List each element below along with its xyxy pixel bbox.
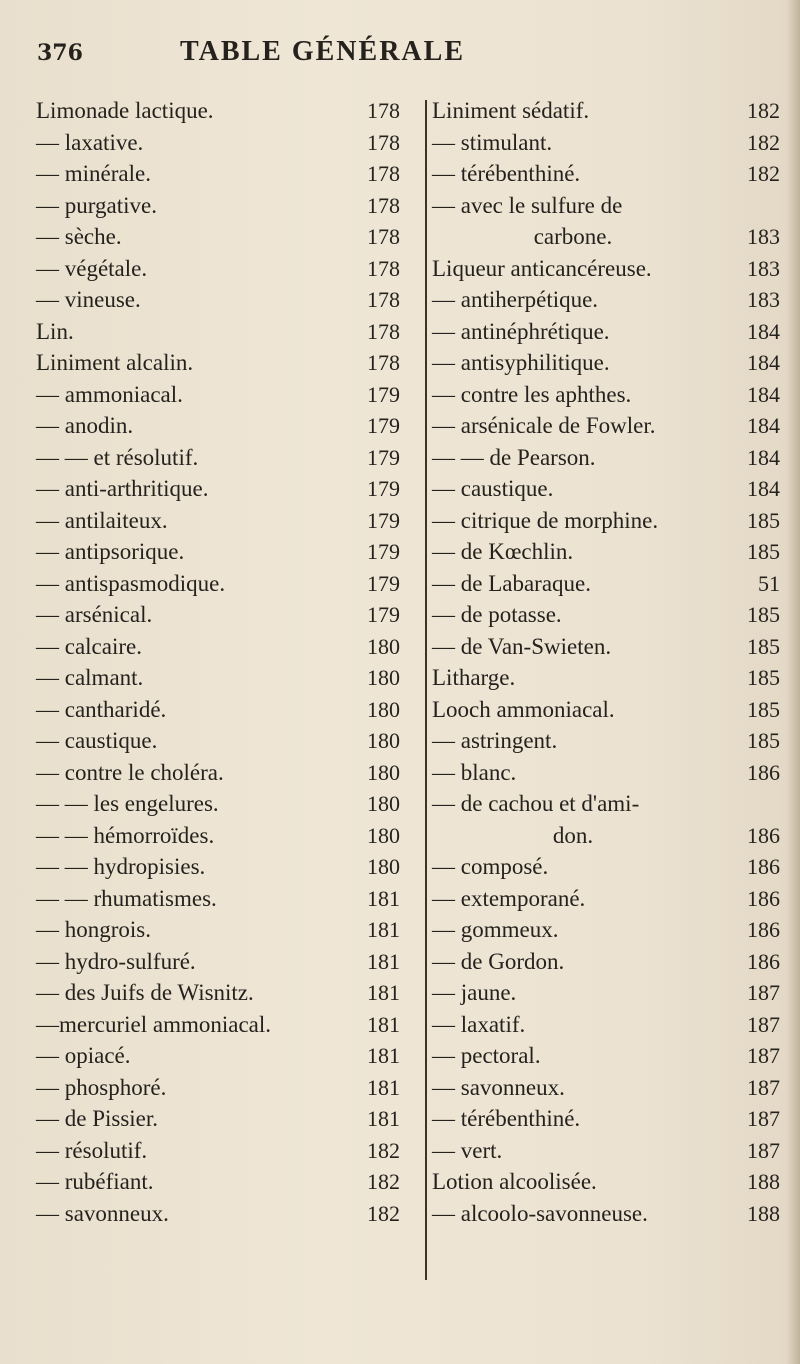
entry-term: — térébenthiné. (432, 1106, 581, 1131)
entry-term: Looch ammoniacal. (432, 696, 615, 722)
entry-term: — — de Pearson. (432, 444, 596, 470)
index-entry (36, 221, 420, 253)
entry-page-number: 187 (747, 1137, 780, 1163)
entry-term: Lotion alcoolisée. (432, 1169, 597, 1194)
index-entry (36, 347, 420, 379)
index-entry (36, 473, 420, 505)
entry-term: — extemporané. (432, 885, 586, 911)
entry-page-number: 181 (367, 948, 400, 974)
entry-page-number: 181 (367, 917, 400, 942)
index-entry (36, 820, 420, 852)
entry-term: — antispasmodique. (36, 570, 226, 596)
entry-term: — laxatif. (432, 1011, 526, 1037)
index-entry (36, 631, 420, 663)
entry-term: carbone. (533, 224, 613, 249)
entry-page-number: 178 (367, 350, 400, 375)
entry-term: — de Labaraque. (432, 570, 592, 596)
entry-term: — — hémorroïdes. (36, 822, 215, 848)
entry-page-number: 184 (747, 413, 780, 438)
page-edge-shadow (786, 0, 800, 1364)
index-column-left (36, 95, 420, 1229)
entry-page-number: 178 (367, 318, 400, 344)
entry-page-number: 51 (758, 570, 780, 596)
entry-term: —mercuriel ammoniacal. (36, 1011, 272, 1037)
entry-page-number: 178 (367, 161, 400, 186)
index-entry (432, 631, 784, 663)
entry-page-number: 182 (747, 129, 780, 155)
index-entry (36, 883, 420, 915)
entry-page-number: 186 (747, 948, 780, 974)
entry-term: — anti-arthritique. (36, 476, 209, 501)
index-entry (36, 536, 420, 568)
entry-page-number: 179 (367, 507, 400, 533)
index-entry (36, 410, 420, 442)
entry-term: — avec le sulfure de (432, 192, 623, 218)
index-entry (36, 788, 420, 820)
entry-page-number: 184 (747, 350, 780, 375)
entry-term: Liniment sédatif. (432, 98, 590, 123)
page-number: 376 (37, 40, 83, 66)
index-entry (36, 1166, 420, 1198)
index-entry (36, 1103, 420, 1135)
index-entry (432, 977, 784, 1009)
entry-page-number: 180 (367, 633, 400, 659)
entry-page-number: 178 (367, 192, 400, 218)
entry-page-number: 186 (747, 822, 780, 848)
entry-term: — cantharidé. (36, 696, 167, 722)
entry-page-number: 185 (747, 728, 780, 753)
entry-page-number: 178 (367, 255, 400, 281)
entry-term: Lin. (36, 318, 74, 344)
entry-page-number: 183 (747, 255, 780, 281)
entry-page-number: 178 (367, 287, 400, 312)
entry-term: — citrique de morphine. (432, 507, 659, 533)
index-entry (432, 1072, 784, 1104)
entry-term: — jaune. (432, 980, 517, 1005)
index-column-right (432, 95, 784, 1229)
entry-page-number: 186 (747, 854, 780, 879)
entry-term: — de potasse. (432, 602, 562, 627)
entry-page-number: 178 (367, 224, 400, 249)
entry-term: — hongrois. (36, 917, 151, 942)
entry-page-number: 182 (747, 98, 780, 123)
entry-term: — antiherpétique. (432, 287, 599, 312)
entry-page-number: 181 (367, 1106, 400, 1131)
entry-term: — de Pissier. (36, 1106, 159, 1131)
entry-term: — alcoolo-savonneuse. (432, 1200, 648, 1226)
index-entry (432, 253, 784, 285)
entry-term: — caustique. (36, 728, 158, 753)
entry-page-number: 181 (367, 1074, 400, 1100)
entry-term: Litharge. (432, 665, 516, 690)
entry-term: — savonneux. (432, 1074, 565, 1100)
entry-term: Liqueur anticancéreuse. (432, 255, 652, 281)
entry-page-number: 183 (747, 287, 780, 312)
entry-term: — antilaiteux. (36, 507, 168, 533)
entry-page-number: 179 (367, 444, 400, 470)
entry-term: — antinéphrétique. (432, 318, 610, 344)
index-entry (36, 505, 420, 537)
entry-page-number: 181 (367, 1011, 400, 1037)
entry-page-number: 187 (747, 1106, 780, 1131)
entry-term: — blanc. (432, 759, 517, 785)
index-entry (432, 1009, 784, 1041)
index-entry (36, 1198, 420, 1230)
entry-page-number: 178 (367, 129, 400, 155)
entry-page-number: 179 (367, 476, 400, 501)
entry-term: — pectoral. (432, 1043, 541, 1068)
entry-term: — arsénicale de Fowler. (432, 413, 656, 438)
entry-term: — résolutif. (36, 1137, 148, 1163)
index-entry (432, 599, 784, 631)
entry-term: — purgative. (36, 192, 157, 218)
entry-term: — térébenthiné. (432, 161, 581, 186)
index-entry (432, 410, 784, 442)
entry-page-number: 181 (367, 1043, 400, 1068)
entry-page-number: 185 (747, 539, 780, 564)
entry-term: — anodin. (36, 413, 134, 438)
entry-page-number: 179 (367, 381, 400, 407)
index-entry (36, 725, 420, 757)
entry-page-number: 184 (747, 381, 780, 407)
index-entry (432, 95, 784, 127)
entry-page-number: 186 (747, 917, 780, 942)
entry-page-number: 180 (367, 791, 400, 816)
index-entry (36, 442, 420, 474)
index-entry (36, 1009, 420, 1041)
index-entry (432, 1103, 784, 1135)
entry-page-number: 182 (747, 161, 780, 186)
entry-page-number: 181 (367, 885, 400, 911)
index-entry (36, 977, 420, 1009)
entry-page-number: 184 (747, 444, 780, 470)
entry-term: — phosphoré. (36, 1074, 167, 1100)
entry-term: don. (552, 822, 594, 848)
entry-page-number: 187 (747, 1011, 780, 1037)
index-entry (36, 127, 420, 159)
index-entry (36, 946, 420, 978)
entry-term: — — hydropisies. (36, 854, 206, 879)
entry-page-number: 182 (367, 1200, 400, 1226)
running-title: TABLE GÉNÉRALE (180, 36, 465, 67)
index-entry (36, 379, 420, 411)
index-entry (432, 568, 784, 600)
entry-term: — calmant. (36, 665, 144, 690)
index-entry (432, 505, 784, 537)
entry-page-number: 188 (747, 1169, 780, 1194)
index-entry (432, 946, 784, 978)
index-entry (432, 127, 784, 159)
index-entry (432, 379, 784, 411)
index-entry (432, 1198, 784, 1230)
index-entry (36, 599, 420, 631)
entry-page-number: 186 (747, 885, 780, 911)
entry-term: — de cachou et d'ami- (432, 791, 640, 816)
entry-page-number: 180 (367, 854, 400, 879)
index-entry (432, 851, 784, 883)
entry-page-number: 183 (747, 224, 780, 249)
entry-term: — ammoniacal. (36, 381, 183, 407)
entry-term: — composé. (432, 854, 549, 879)
entry-term: — — les engelures. (36, 791, 219, 816)
entry-term: — rubéfiant. (36, 1169, 154, 1194)
entry-term: — laxative. (36, 129, 144, 155)
entry-term: — stimulant. (432, 129, 553, 155)
index-entry (432, 1135, 784, 1167)
entry-page-number: 186 (747, 759, 780, 785)
index-entry (432, 788, 784, 820)
entry-term: — de Van-Swieten. (432, 633, 612, 659)
entry-term: — des Juifs de Wisnitz. (36, 980, 254, 1005)
index-entry (36, 190, 420, 222)
entry-term: — opiacé. (36, 1043, 131, 1068)
index-entry (432, 820, 784, 852)
index-entry (36, 757, 420, 789)
column-divider (425, 100, 427, 1280)
entry-page-number: 180 (367, 665, 400, 690)
entry-term: — — et résolutif. (36, 444, 199, 470)
index-entry (432, 757, 784, 789)
index-entry (36, 1072, 420, 1104)
entry-term: — gommeux. (432, 917, 559, 942)
index-entry (36, 95, 420, 127)
entry-term: Liniment alcalin. (36, 350, 194, 375)
entry-page-number: 187 (747, 980, 780, 1005)
index-entry (432, 190, 784, 222)
entry-page-number: 179 (367, 602, 400, 627)
entry-page-number: 184 (747, 476, 780, 501)
index-entry (432, 694, 784, 726)
entry-page-number: 180 (367, 759, 400, 785)
entry-term: — vineuse. (36, 287, 141, 312)
entry-page-number: 185 (747, 665, 780, 690)
entry-term: — de Kœchlin. (432, 539, 574, 564)
index-entry (36, 914, 420, 946)
entry-page-number: 179 (367, 570, 400, 596)
entry-term: — vert. (432, 1137, 503, 1163)
index-entry (36, 694, 420, 726)
entry-term: — antipsorique. (36, 539, 185, 564)
index-entry (432, 883, 784, 915)
entry-page-number: 184 (747, 318, 780, 344)
index-entry (36, 158, 420, 190)
entry-term: — — rhumatismes. (36, 885, 217, 911)
index-entry (432, 536, 784, 568)
entry-page-number: 180 (367, 696, 400, 722)
index-entry (432, 221, 784, 253)
entry-page-number: 185 (747, 602, 780, 627)
index-entry (36, 253, 420, 285)
entry-term: — contre les aphthes. (432, 381, 632, 407)
entry-page-number: 188 (747, 1200, 780, 1226)
entry-term: — astringent. (432, 728, 558, 753)
entry-page-number: 187 (747, 1074, 780, 1100)
entry-term: — savonneux. (36, 1200, 169, 1226)
entry-page-number: 185 (747, 633, 780, 659)
index-entry (432, 347, 784, 379)
entry-term: — contre le choléra. (36, 759, 224, 785)
index-entry (432, 158, 784, 190)
entry-page-number: 185 (747, 696, 780, 722)
index-entry (36, 284, 420, 316)
index-entry (432, 662, 784, 694)
entry-page-number: 185 (747, 507, 780, 533)
entry-page-number: 180 (367, 822, 400, 848)
index-entry (36, 662, 420, 694)
entry-page-number: 181 (367, 980, 400, 1005)
index-entry (432, 442, 784, 474)
index-entry (36, 1135, 420, 1167)
entry-page-number: 180 (367, 728, 400, 753)
entry-term: — de Gordon. (432, 948, 565, 974)
entry-term: — végétale. (36, 255, 148, 281)
index-entry (432, 473, 784, 505)
index-entry (36, 568, 420, 600)
entry-term: — calcaire. (36, 633, 142, 659)
index-entry (432, 1040, 784, 1072)
entry-term: — antisyphilitique. (432, 350, 610, 375)
entry-term: — hydro-sulfuré. (36, 948, 196, 974)
index-entry (36, 1040, 420, 1072)
entry-page-number: 179 (367, 539, 400, 564)
entry-page-number: 179 (367, 413, 400, 438)
index-entry (432, 284, 784, 316)
entry-term: — sèche. (36, 224, 122, 249)
entry-page-number: 187 (747, 1043, 780, 1068)
index-entry (36, 851, 420, 883)
entry-term: — arsénical. (36, 602, 153, 627)
entry-term: — minérale. (36, 161, 151, 186)
entry-term: — caustique. (432, 476, 554, 501)
index-entry (432, 725, 784, 757)
index-entry (432, 1166, 784, 1198)
entry-term: Limonade lactique. (36, 98, 214, 123)
index-entry (36, 316, 420, 348)
index-entry (432, 316, 784, 348)
index-entry (432, 914, 784, 946)
entry-page-number: 182 (367, 1137, 400, 1163)
entry-page-number: 178 (367, 98, 400, 123)
entry-page-number: 182 (367, 1169, 400, 1194)
